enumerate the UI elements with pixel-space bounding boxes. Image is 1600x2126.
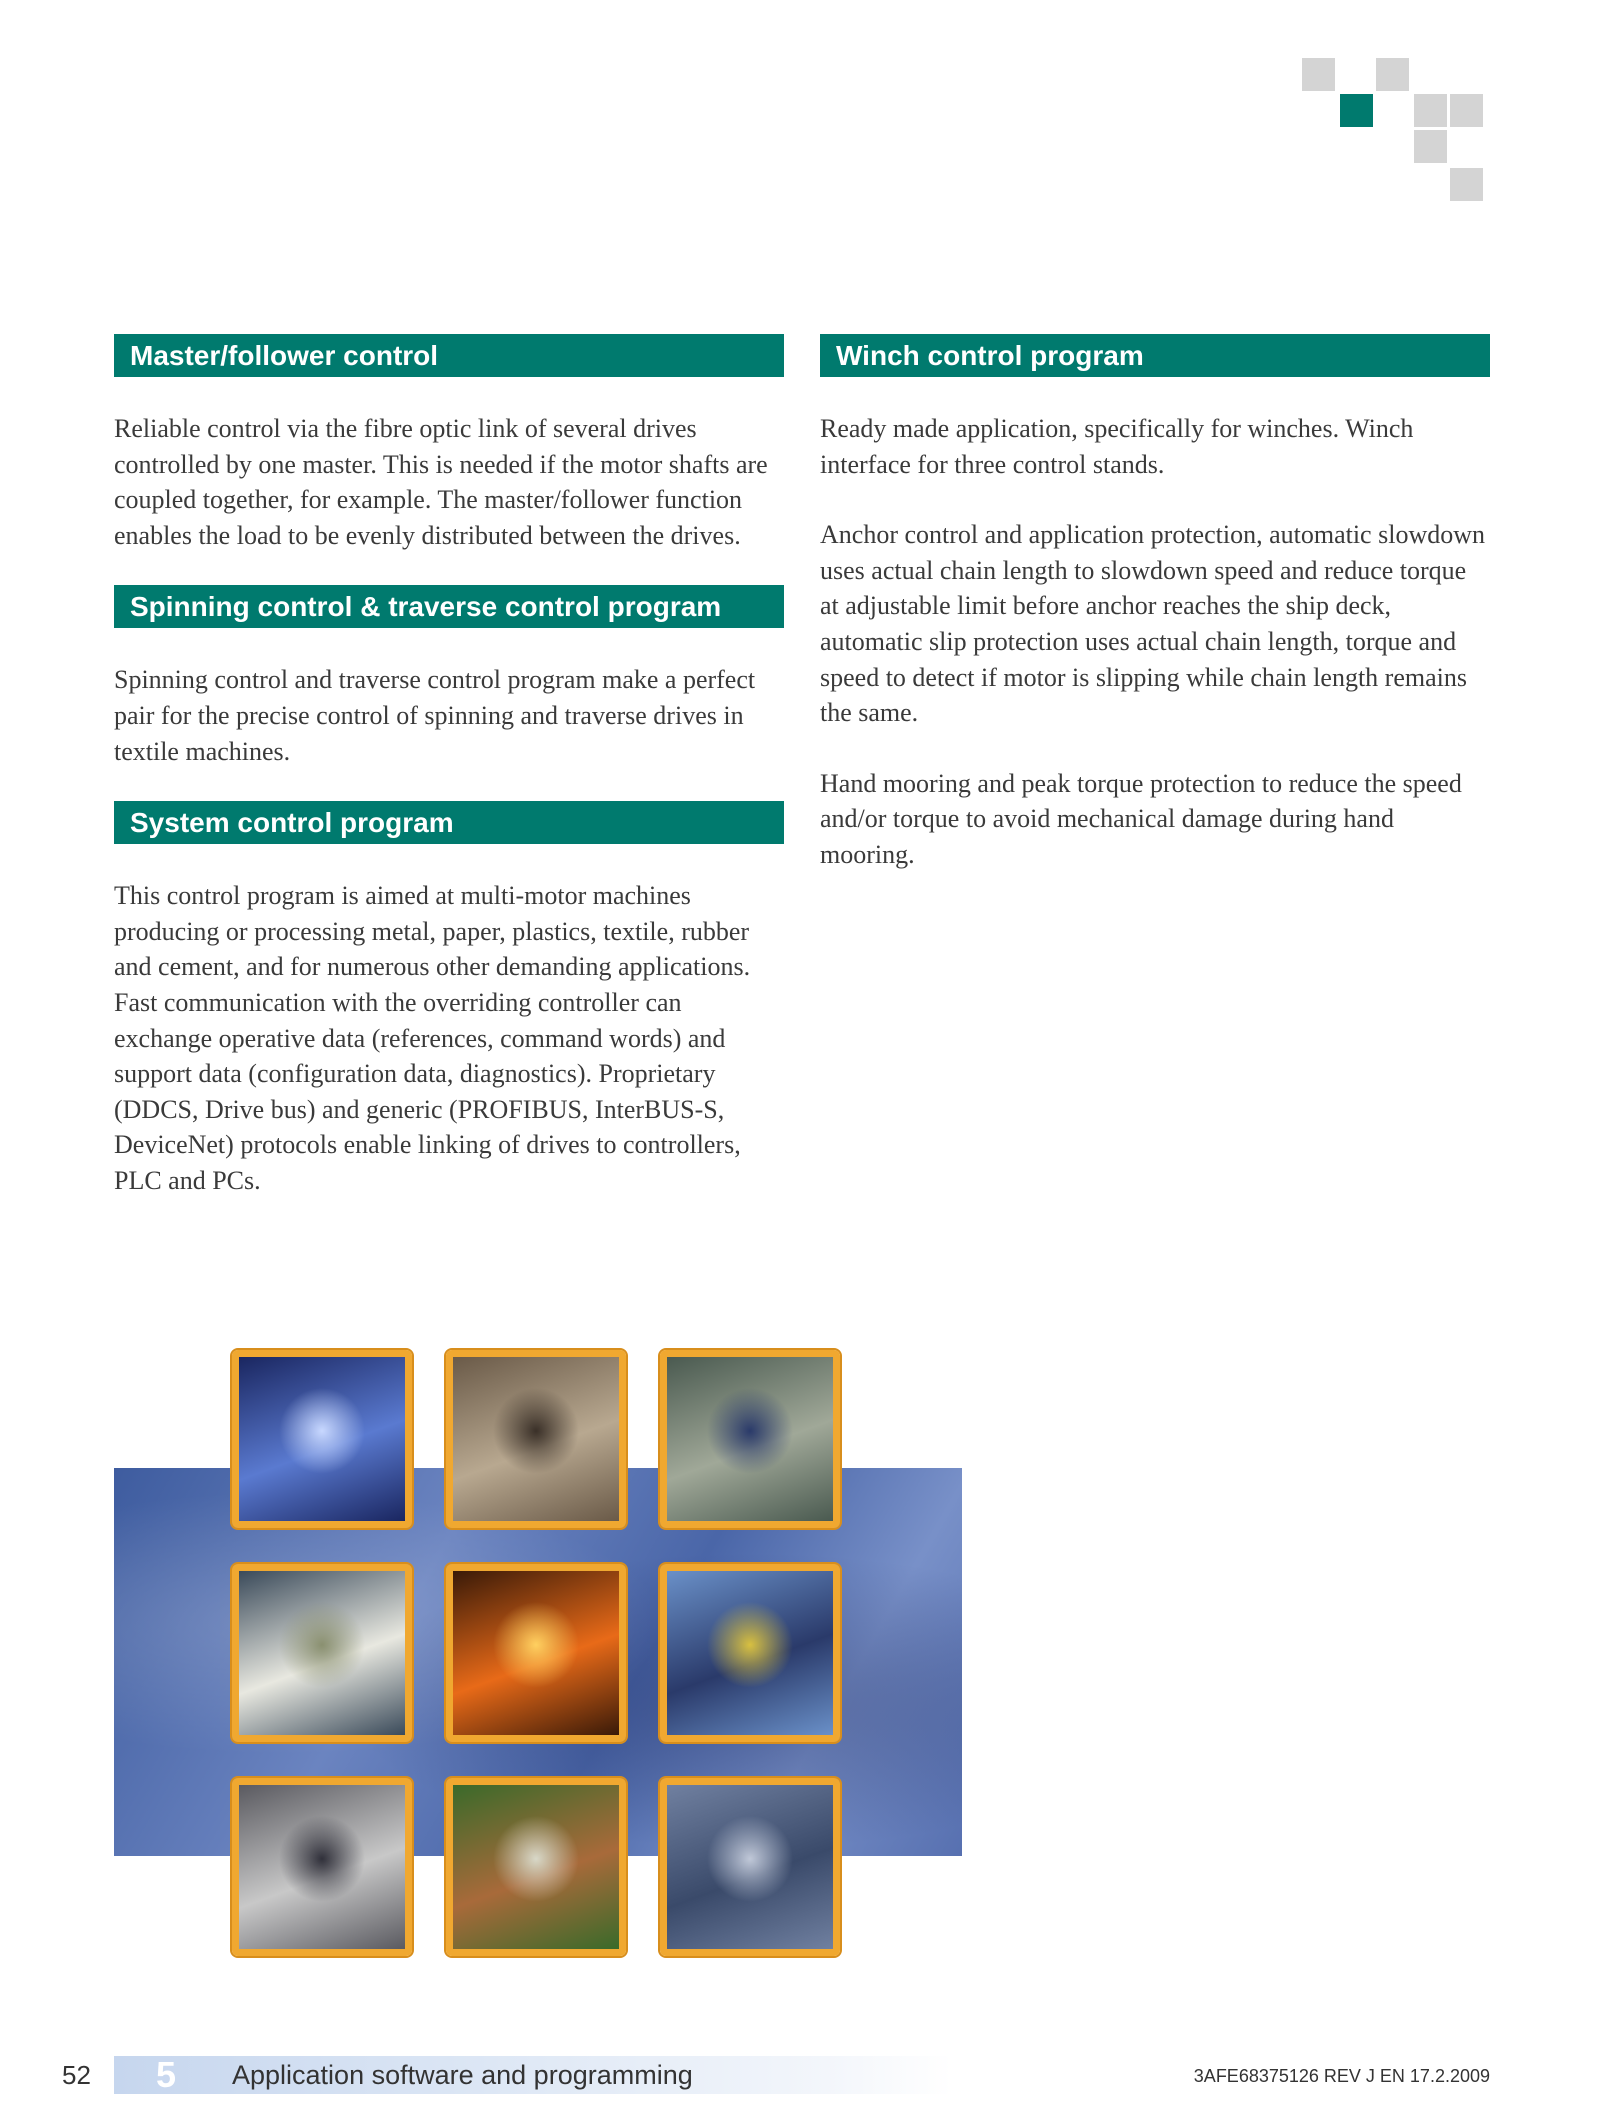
right-column — [820, 334, 1490, 873]
section-system-control — [114, 801, 784, 1198]
page-number: 52 — [62, 2060, 91, 2090]
conveyor-photo — [446, 1778, 626, 1956]
paper-machine-photo — [232, 1564, 412, 1742]
decor-square — [1414, 130, 1447, 163]
section-paragraph: Ready made application, specifically for winches. Winch interface for three control stands. — [820, 414, 1414, 479]
decor-square — [1450, 94, 1483, 127]
hot-steel-photo — [446, 1564, 626, 1742]
chapter-number: 5 — [156, 2054, 177, 2095]
section-paragraph: This control program is aimed at multi-motor machines producing or processing metal, paper, plastics, textile, rubber and cement, and for numerous other demanding applications. Fast communication with the overriding controller can exchange operative data (references, command words) and support data (configuration data, diagnostics). Proprietary (DDCS, Drive bus) and generic (PROFIBUS, InterBUS-S, DeviceNet) protocols enable linking of drives to controllers, PLC and PCs. — [114, 881, 751, 1195]
section-winch-control — [820, 334, 1490, 873]
decor-square — [1302, 58, 1335, 91]
chapter-title: Application software and programming — [232, 2060, 693, 2090]
section-heading: Spinning control & traverse control program — [114, 585, 784, 628]
photo-collage — [114, 1350, 964, 1960]
section-master-follower — [114, 334, 784, 553]
document-code: 3AFE68375126 REV J EN 17.2.2009 — [1193, 2066, 1490, 2086]
mixer-machine-photo — [660, 1778, 840, 1956]
decor-square — [1414, 94, 1447, 127]
section-paragraph: Anchor control and application protection, automatic slowdown uses actual chain length to slowdown speed and reduce torque at adjustable limit before anchor reaches the ship deck, automatic slip protection uses actual chain length, torque and speed to detect if motor is slipping while chain length remains the same. — [820, 520, 1485, 728]
section-heading: Winch control program — [820, 334, 1490, 377]
section-paragraph: Reliable control via the fibre optic link of several drives controlled by one master. This is needed if the motor shafts are coupled together, for example. The master/follower function enables the load to be evenly distributed between the drives. — [114, 414, 768, 550]
page-footer — [0, 2052, 1600, 2102]
pipework-photo — [660, 1350, 840, 1528]
decor-square — [1376, 58, 1409, 91]
section-paragraph: Hand mooring and peak torque protection to reduce the speed and/or torque to avoid mechanical damage during hand mooring. — [820, 768, 1462, 869]
industrial-chamber-photo — [232, 1350, 412, 1528]
section-paragraph: Spinning control and traverse control program make a perfect pair for the precise control of spinning and traverse drives in textile machines. — [114, 665, 756, 766]
decor-square — [1450, 168, 1483, 201]
textile-machine-photo — [232, 1778, 412, 1956]
decor-square-accent — [1340, 94, 1373, 127]
section-heading: Master/follower control — [114, 334, 784, 377]
crane-photo — [660, 1564, 840, 1742]
section-spinning-traverse — [114, 585, 784, 769]
left-column — [114, 334, 784, 1199]
fans-photo — [446, 1350, 626, 1528]
section-heading: System control program — [114, 801, 784, 844]
